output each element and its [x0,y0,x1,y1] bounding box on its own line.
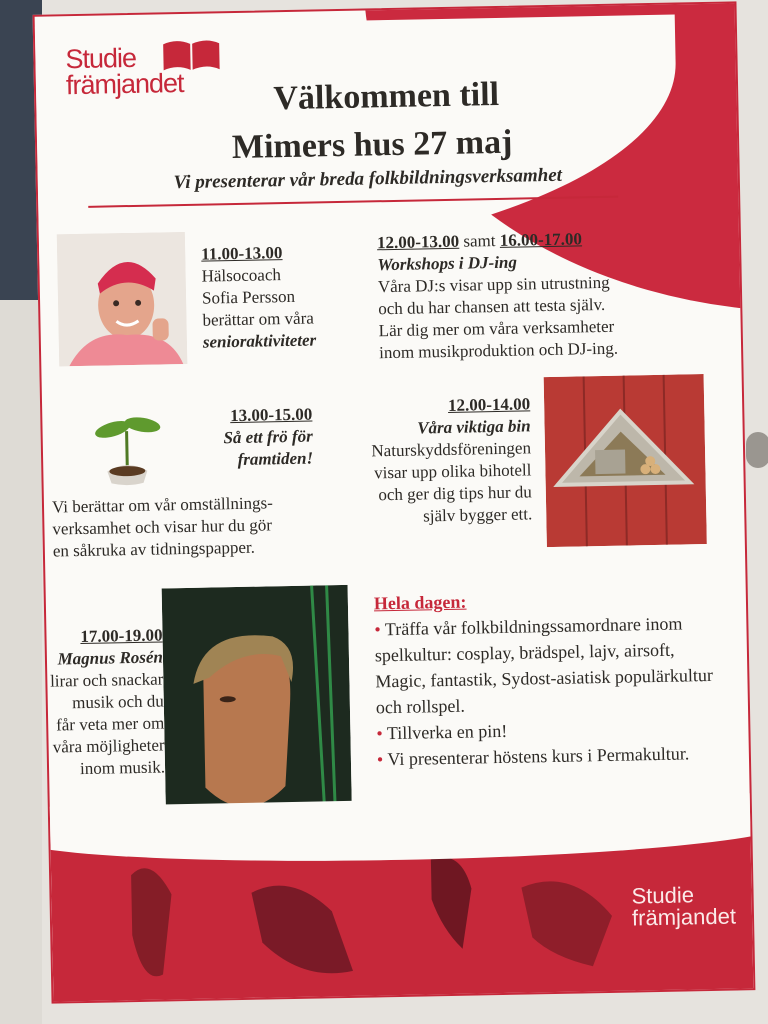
bullet-dot: • [376,749,384,770]
bullet-dot: • [374,619,381,640]
event-line: en såkruka av tidningspapper. [52,537,256,561]
event-joiner: samt [463,231,496,251]
seedling-image [86,400,168,488]
event-time: 12.00-13.00 [376,231,460,253]
event-time: 12.00-14.00 [447,394,531,415]
event-line: Lär dig mer om våra verksamheter [378,316,615,341]
event-line: själv bygger ett. [423,504,533,526]
sofia-photo [57,232,188,366]
logo-line1: Studie [65,42,137,75]
event-dj [377,226,709,364]
event-heading: Workshops i DJ-ing [377,252,518,275]
event-seed-text [52,491,343,563]
bullet-item [374,610,726,721]
event-line: musik och du [71,691,164,713]
event-line: visar upp olika bihotell [374,460,532,483]
event-line: inom musik. [79,757,166,779]
event-emphasis: senioraktiviteter [202,330,317,352]
page-title-line1: Välkommen till [273,75,500,118]
event-line: och du har chansen att testa själv. [378,294,606,319]
event-line: Sofia Persson [201,286,296,308]
event-bees [330,393,532,529]
page-title-line2: Mimers hus 27 maj [231,123,513,167]
bullet-dot: • [376,723,383,744]
event-heading: framtiden! [237,448,314,469]
event-heading: Hela dagen: [373,591,467,614]
punch-hole [746,432,768,468]
event-line: våra möjligheter [52,735,165,757]
open-book-icon [161,37,222,72]
event-heading: Så ett frö för [223,426,313,448]
event-line: lirar och snackar [49,669,164,691]
page-margin [0,300,42,1024]
event-line: Vi berättar om vår omställnings- [51,493,274,517]
event-heading: Magnus Rosén [57,647,164,669]
footer-logo-line1: Studie [631,882,695,909]
page-subtitle: Vi presenterar vår breda folkbildningsverksamhet [173,164,563,194]
bullet-item [377,740,727,773]
event-line: berättar om våra [202,308,315,330]
bee-hotel-image [544,374,707,547]
event-time: 11.00-13.00 [201,243,283,264]
event-time: 13.00-15.00 [229,404,313,426]
event-time: 17.00-19.00 [80,625,163,647]
bullet-text: Vi presenterar höstens kurs i Permakultur. [387,743,690,770]
event-allday [374,584,727,773]
event-line: verksamhet och visar hur du gör [52,515,273,539]
event-line: Hälsocoach [201,265,282,286]
event-seed-heading [172,404,313,473]
event-line: Våra DJ:s visar upp sin utrustning [377,272,610,297]
logo-line2: främjandet [65,67,184,101]
studiefrämjandet-logo [65,43,226,116]
event-senior [201,241,363,354]
bullet-text: Tillverka en pin! [386,720,508,744]
event-magnus [35,624,166,781]
footer-logo-line2: främjandet [631,903,737,931]
footer-logo [631,884,736,930]
event-line: inom musikproduktion och DJ-ing. [378,338,619,363]
event-heading: Våra viktiga bin [417,416,531,438]
event-line: får veta mer om [55,713,165,735]
bullet-text: Träffa vår folkbildningssamordnare inom spelkultur: cosplay, brädspel, lajv, airsoft, Magic, fantastik, Sydost-asiatisk populärkultur och rollspel. [374,613,714,718]
event-time: 16.00-17.00 [499,229,583,250]
event-line: Naturskyddsföreningen [371,438,532,461]
event-line: och ger dig tips hur du [378,482,533,505]
advertisement [33,1,756,1003]
